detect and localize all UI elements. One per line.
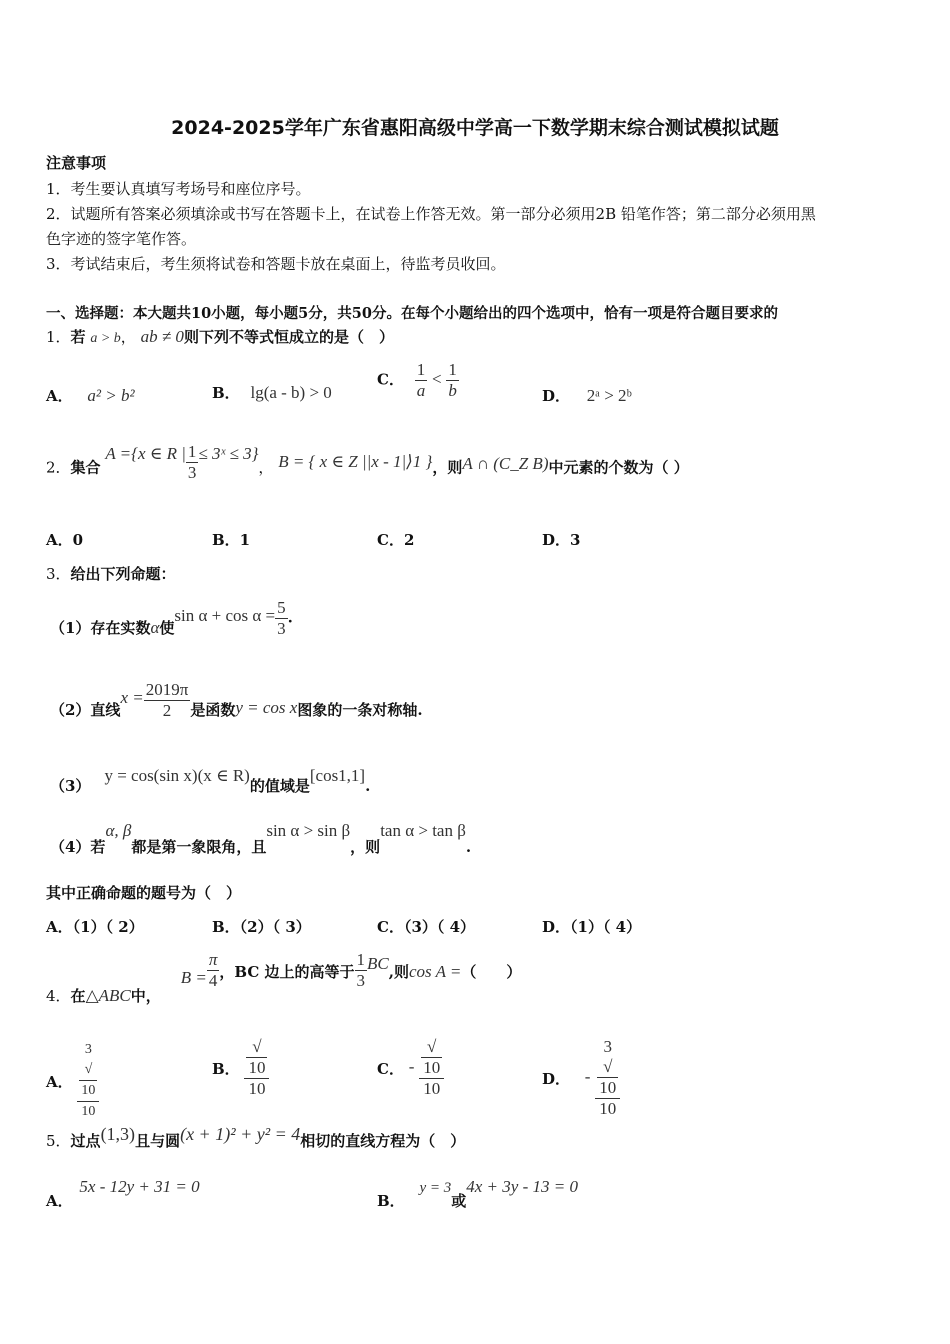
- question-prompt: 其中正确命题的题号为（ ）: [46, 884, 242, 902]
- option-a: A． a² > b²: [46, 386, 135, 405]
- option-c: C．2: [377, 531, 415, 549]
- page-title: 2024-2025学年广东省惠阳高级中学高一下数学期末综合测试模拟试题: [171, 117, 779, 139]
- question-number: 1．: [46, 328, 71, 346]
- option-b: B． lg(a - b) > 0: [212, 383, 332, 402]
- notice-item: 2．试题所有答案必须填涂或书写在答题卡上，在试卷上作答无效。第一部分必须用2B 铅笔作答；第二部分必须用黑: [46, 205, 816, 223]
- math-expr: lg(a - b) > 0: [250, 383, 332, 402]
- math-expr: 2ᵃ > 2ᵇ: [586, 386, 632, 405]
- section-heading: 一、选择题：本大题共10小题，每小题5分，共50分。在每个小题给出的四个选项中，恰有一项是符合题目要求的: [46, 305, 778, 322]
- math-expr: a > b: [90, 331, 121, 346]
- question-5: 5．过点(1,3)且与圆(x + 1)² + y² = 4相切的直线方程为（ ）: [46, 1124, 466, 1150]
- option-a: A． 3 √ 10 10: [46, 1040, 99, 1122]
- option-c: C． - √ 10 10: [377, 1037, 444, 1099]
- question-3: 3．给出下列命题：: [46, 565, 176, 583]
- proposition-2: （2）直线x = $\frac{2019\pi}{2}$ 是函数y = cos x图象的一条对称轴.: [50, 680, 423, 720]
- option-c: C． $\frac{1}{a}$ < $\frac{1}{b}$: [377, 360, 457, 400]
- notice-item: 1．考生要认真填写考场号和座位序号。: [46, 180, 311, 198]
- question-2: 2．集合 A ={x ∈ R | $\frac{1}{3}$ ≤ 3ˣ ≤ 3}， B = { x ∈ Z ||x - 1|⟩1 }，则A ∩ (C_Z B)中元素的个数为（ ）: [46, 442, 689, 482]
- option-b: B．（2）（ 3）: [212, 918, 311, 936]
- option-d: D． 2ᵃ > 2ᵇ: [542, 386, 632, 405]
- proposition-1: （1）存在实数α使sin α + cos α = $\frac{5}{3}$ .: [50, 598, 293, 638]
- option-d: D． - 3 √ 10 10: [542, 1037, 620, 1119]
- notice-item: 色字迹的签字笔作答。: [46, 230, 197, 248]
- option-a: A．0: [46, 531, 84, 549]
- option-b: B． √ 10 10: [212, 1037, 269, 1099]
- option-b: B．1: [212, 531, 251, 549]
- option-a: A． 5x - 12y + 31 = 0: [46, 1177, 200, 1210]
- math-expr: ab ≠ 0: [140, 327, 184, 346]
- math-expr: a² > b²: [87, 386, 135, 405]
- option-b: B． y = 3或4x + 3y - 13 = 0: [377, 1177, 578, 1210]
- question-1: 1．若 a > b， ab ≠ 0则下列不等式恒成立的是（ ）: [46, 327, 394, 346]
- option-d: D．（1）（ 4）: [542, 918, 642, 936]
- option-a: A．（1）（ 2）: [46, 918, 144, 936]
- notice-heading: 注意事项: [46, 154, 107, 172]
- option-c: C．（3）（ 4）: [377, 918, 476, 936]
- option-d: D．3: [542, 531, 581, 549]
- notice-item: 3．考试结束后，考生须将试卷和答题卡放在桌面上，待监考员收回。: [46, 255, 506, 273]
- question-4: 4．在△ABC中，B = $\frac{\pi}{4}$ ，BC 边上的高等于 $\frac{1}{3}$ BC,则cos A =（ ）: [46, 950, 522, 1005]
- proposition-4: （4）若α, β都是第一象限角，且sin α > sin β，则tan α > tan β.: [50, 821, 472, 856]
- proposition-3: （3）y = cos(sin x)(x ∈ R)的值域是[cos1,1].: [50, 766, 371, 795]
